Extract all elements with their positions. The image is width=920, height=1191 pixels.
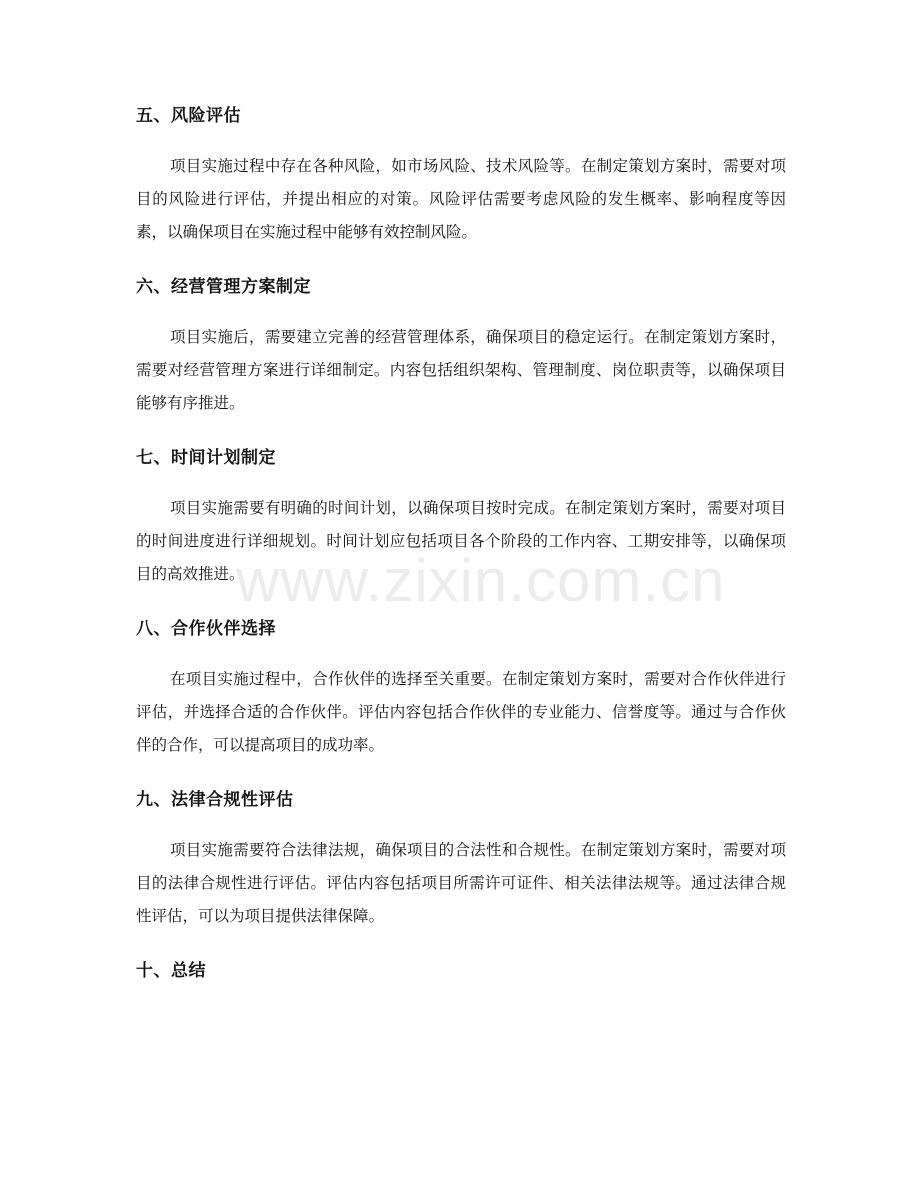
section-heading: 九、法律合规性评估: [136, 790, 294, 810]
section-partner-selection: [136, 617, 786, 762]
section-time-plan: [136, 446, 786, 591]
section-heading: 五、风险评估: [136, 106, 241, 126]
section-paragraph: 在项目实施过程中，合作伙伴的选择至关重要。在制定策划方案时，需要对合作伙伴进行评估，并选择合适的合作伙伴。评估内容包括合作伙伴的专业能力、信誉度等。通过与合作伙伴的合作，可以提高项目的成功率。: [136, 670, 786, 754]
section-paragraph: 项目实施后，需要建立完善的经营管理体系，确保项目的稳定运行。在制定策划方案时，需要对经营管理方案进行详细制定。内容包括组织架构、管理制度、岗位职责等，以确保项目能够有序推进。: [136, 328, 786, 412]
section-paragraph: 项目实施过程中存在各种风险，如市场风险、技术风险等。在制定策划方案时，需要对项目的风险进行评估，并提出相应的对策。风险评估需要考虑风险的发生概率、影响程度等因素，以确保项目在实施过程中能够有效控制风险。: [136, 157, 786, 241]
section-paragraph: 项目实施需要有明确的时间计划，以确保项目按时完成。在制定策划方案时，需要对项目的时间进度进行详细规划。时间计划应包括项目各个阶段的工作内容、工期安排等，以确保项目的高效推进。: [136, 499, 786, 583]
section-risk-assessment: [136, 104, 786, 249]
watermark-text: www.zixin.com.cn: [236, 547, 726, 614]
section-paragraph: 项目实施需要符合法律法规，确保项目的合法性和合规性。在制定策划方案时，需要对项目的法律合规性进行评估。评估内容包括项目所需许可证件、相关法律法规等。通过法律合规性评估，可以为项目提供法律保障。: [136, 841, 786, 925]
section-summary: [136, 959, 786, 983]
document-content: [136, 104, 786, 1005]
section-heading: 六、经营管理方案制定: [136, 277, 311, 297]
section-heading: 七、时间计划制定: [136, 448, 276, 468]
section-heading: 八、合作伙伴选择: [136, 619, 276, 639]
section-operations-management: [136, 275, 786, 420]
section-legal-compliance: [136, 788, 786, 933]
section-heading: 十、总结: [136, 961, 206, 981]
